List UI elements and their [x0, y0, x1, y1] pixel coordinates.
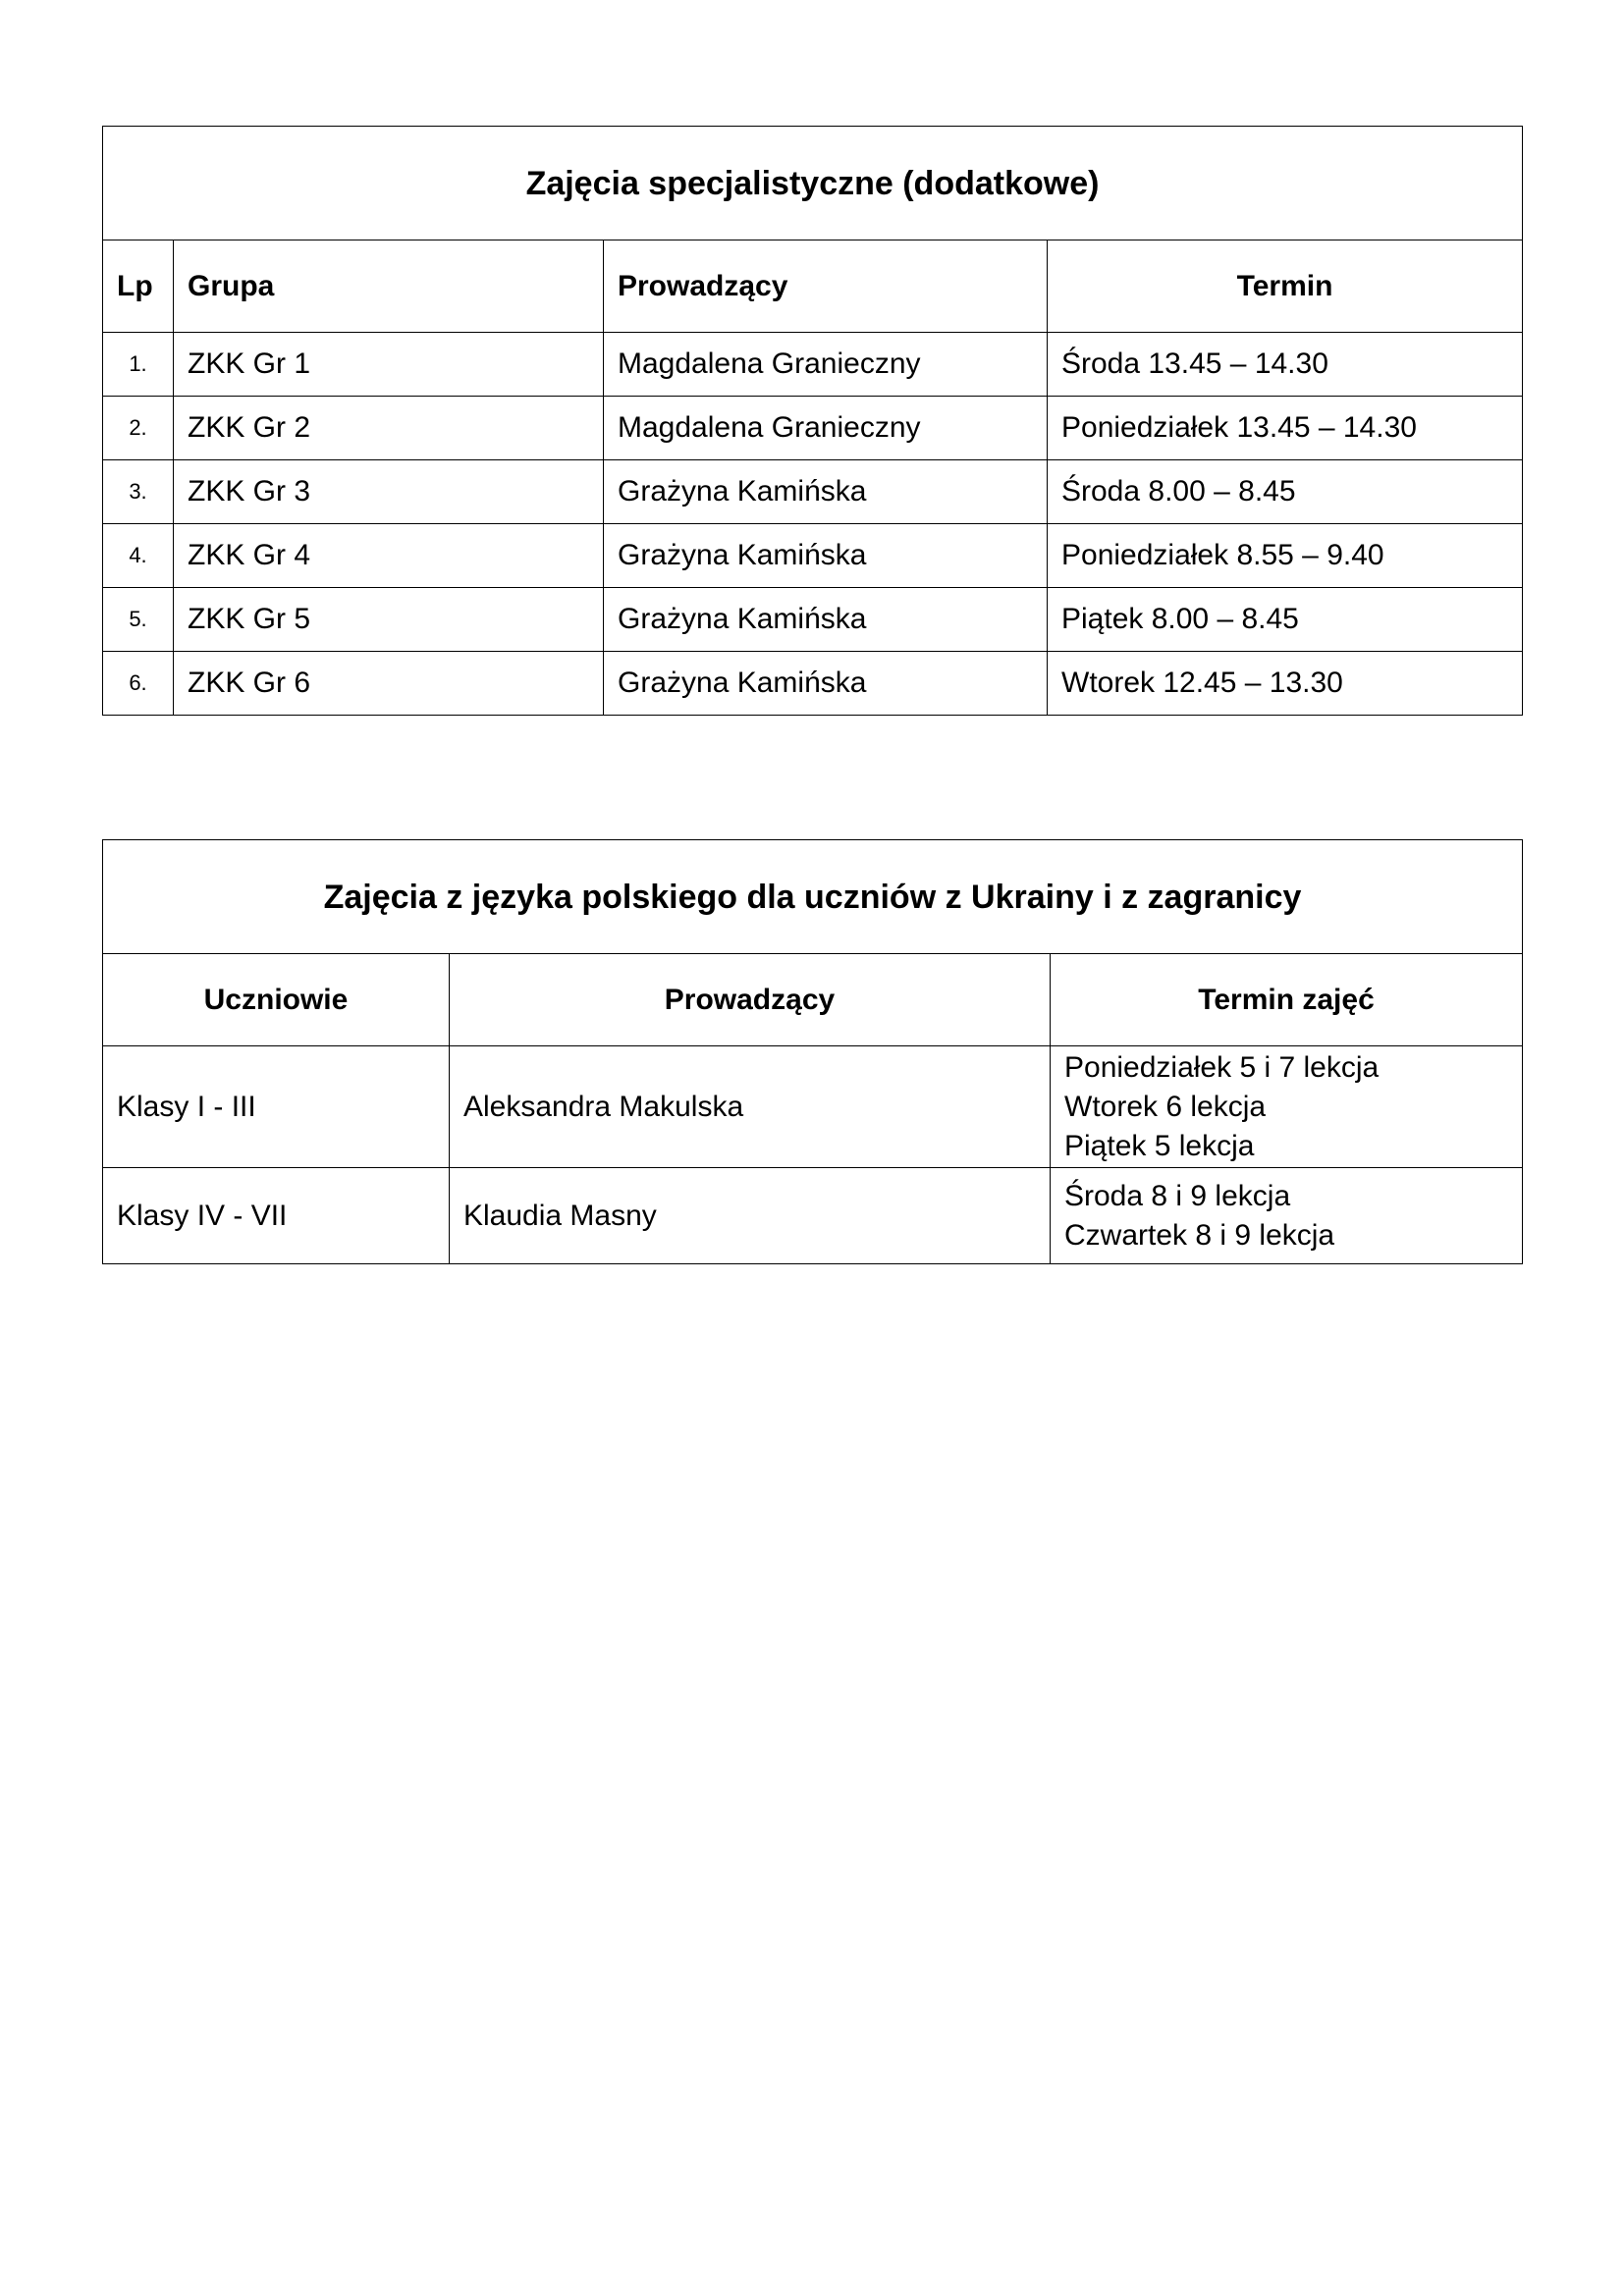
termin-line: Wtorek 6 lekcja — [1064, 1090, 1267, 1123]
cell-termin: Środa 13.45 – 14.30 — [1048, 333, 1523, 397]
cell-lp: 6. — [103, 652, 174, 716]
table-header-row — [103, 240, 1523, 333]
cell-lp: 3. — [103, 460, 174, 524]
cell-termin — [1051, 1168, 1523, 1264]
cell-prowadzacy: Aleksandra Makulska — [450, 1046, 1051, 1168]
cell-prowadzacy: Grażyna Kamińska — [604, 460, 1048, 524]
column-header-prowadzacy: Prowadzący — [450, 954, 1051, 1046]
polish-language-classes-table — [102, 839, 1523, 1264]
cell-termin — [1051, 1046, 1523, 1168]
termin-line: Czwartek 8 i 9 lekcja — [1064, 1218, 1335, 1252]
table-title: Zajęcia z języka polskiego dla uczniów z Ukrainy i z zagranicy — [103, 840, 1523, 954]
column-header-prowadzacy: Prowadzący — [604, 240, 1048, 333]
cell-prowadzacy: Klaudia Masny — [450, 1168, 1051, 1264]
cell-uczniowie: Klasy IV - VII — [103, 1168, 450, 1264]
table-row — [103, 524, 1523, 588]
table-header-row — [103, 954, 1523, 1046]
table-row — [103, 588, 1523, 652]
cell-lp: 2. — [103, 397, 174, 460]
cell-lp: 4. — [103, 524, 174, 588]
table-row — [103, 1168, 1523, 1264]
cell-termin: Środa 8.00 – 8.45 — [1048, 460, 1523, 524]
cell-grupa: ZKK Gr 1 — [174, 333, 604, 397]
cell-grupa: ZKK Gr 6 — [174, 652, 604, 716]
cell-grupa: ZKK Gr 5 — [174, 588, 604, 652]
cell-grupa: ZKK Gr 2 — [174, 397, 604, 460]
cell-prowadzacy: Grażyna Kamińska — [604, 652, 1048, 716]
table-row — [103, 652, 1523, 716]
cell-grupa: ZKK Gr 3 — [174, 460, 604, 524]
cell-prowadzacy: Grażyna Kamińska — [604, 588, 1048, 652]
cell-prowadzacy: Magdalena Granieczny — [604, 333, 1048, 397]
cell-lp: 1. — [103, 333, 174, 397]
cell-termin: Poniedziałek 8.55 – 9.40 — [1048, 524, 1523, 588]
specialist-classes-table — [102, 126, 1523, 716]
termin-line: Piątek 5 lekcja — [1064, 1129, 1255, 1162]
column-header-grupa: Grupa — [174, 240, 604, 333]
cell-termin: Piątek 8.00 – 8.45 — [1048, 588, 1523, 652]
cell-prowadzacy: Magdalena Granieczny — [604, 397, 1048, 460]
column-header-termin: Termin — [1048, 240, 1523, 333]
termin-line: Środa 8 i 9 lekcja — [1064, 1179, 1291, 1212]
table-row — [103, 397, 1523, 460]
cell-termin: Poniedziałek 13.45 – 14.30 — [1048, 397, 1523, 460]
column-header-uczniowie: Uczniowie — [103, 954, 450, 1046]
termin-line: Poniedziałek 5 i 7 lekcja — [1064, 1050, 1380, 1084]
table-row — [103, 460, 1523, 524]
table-row — [103, 1046, 1523, 1168]
column-header-lp: Lp — [103, 240, 174, 333]
cell-uczniowie: Klasy I - III — [103, 1046, 450, 1168]
table-title: Zajęcia specjalistyczne (dodatkowe) — [103, 127, 1523, 240]
cell-lp: 5. — [103, 588, 174, 652]
cell-termin: Wtorek 12.45 – 13.30 — [1048, 652, 1523, 716]
cell-grupa: ZKK Gr 4 — [174, 524, 604, 588]
column-header-termin: Termin zajęć — [1051, 954, 1523, 1046]
cell-prowadzacy: Grażyna Kamińska — [604, 524, 1048, 588]
table-row — [103, 333, 1523, 397]
